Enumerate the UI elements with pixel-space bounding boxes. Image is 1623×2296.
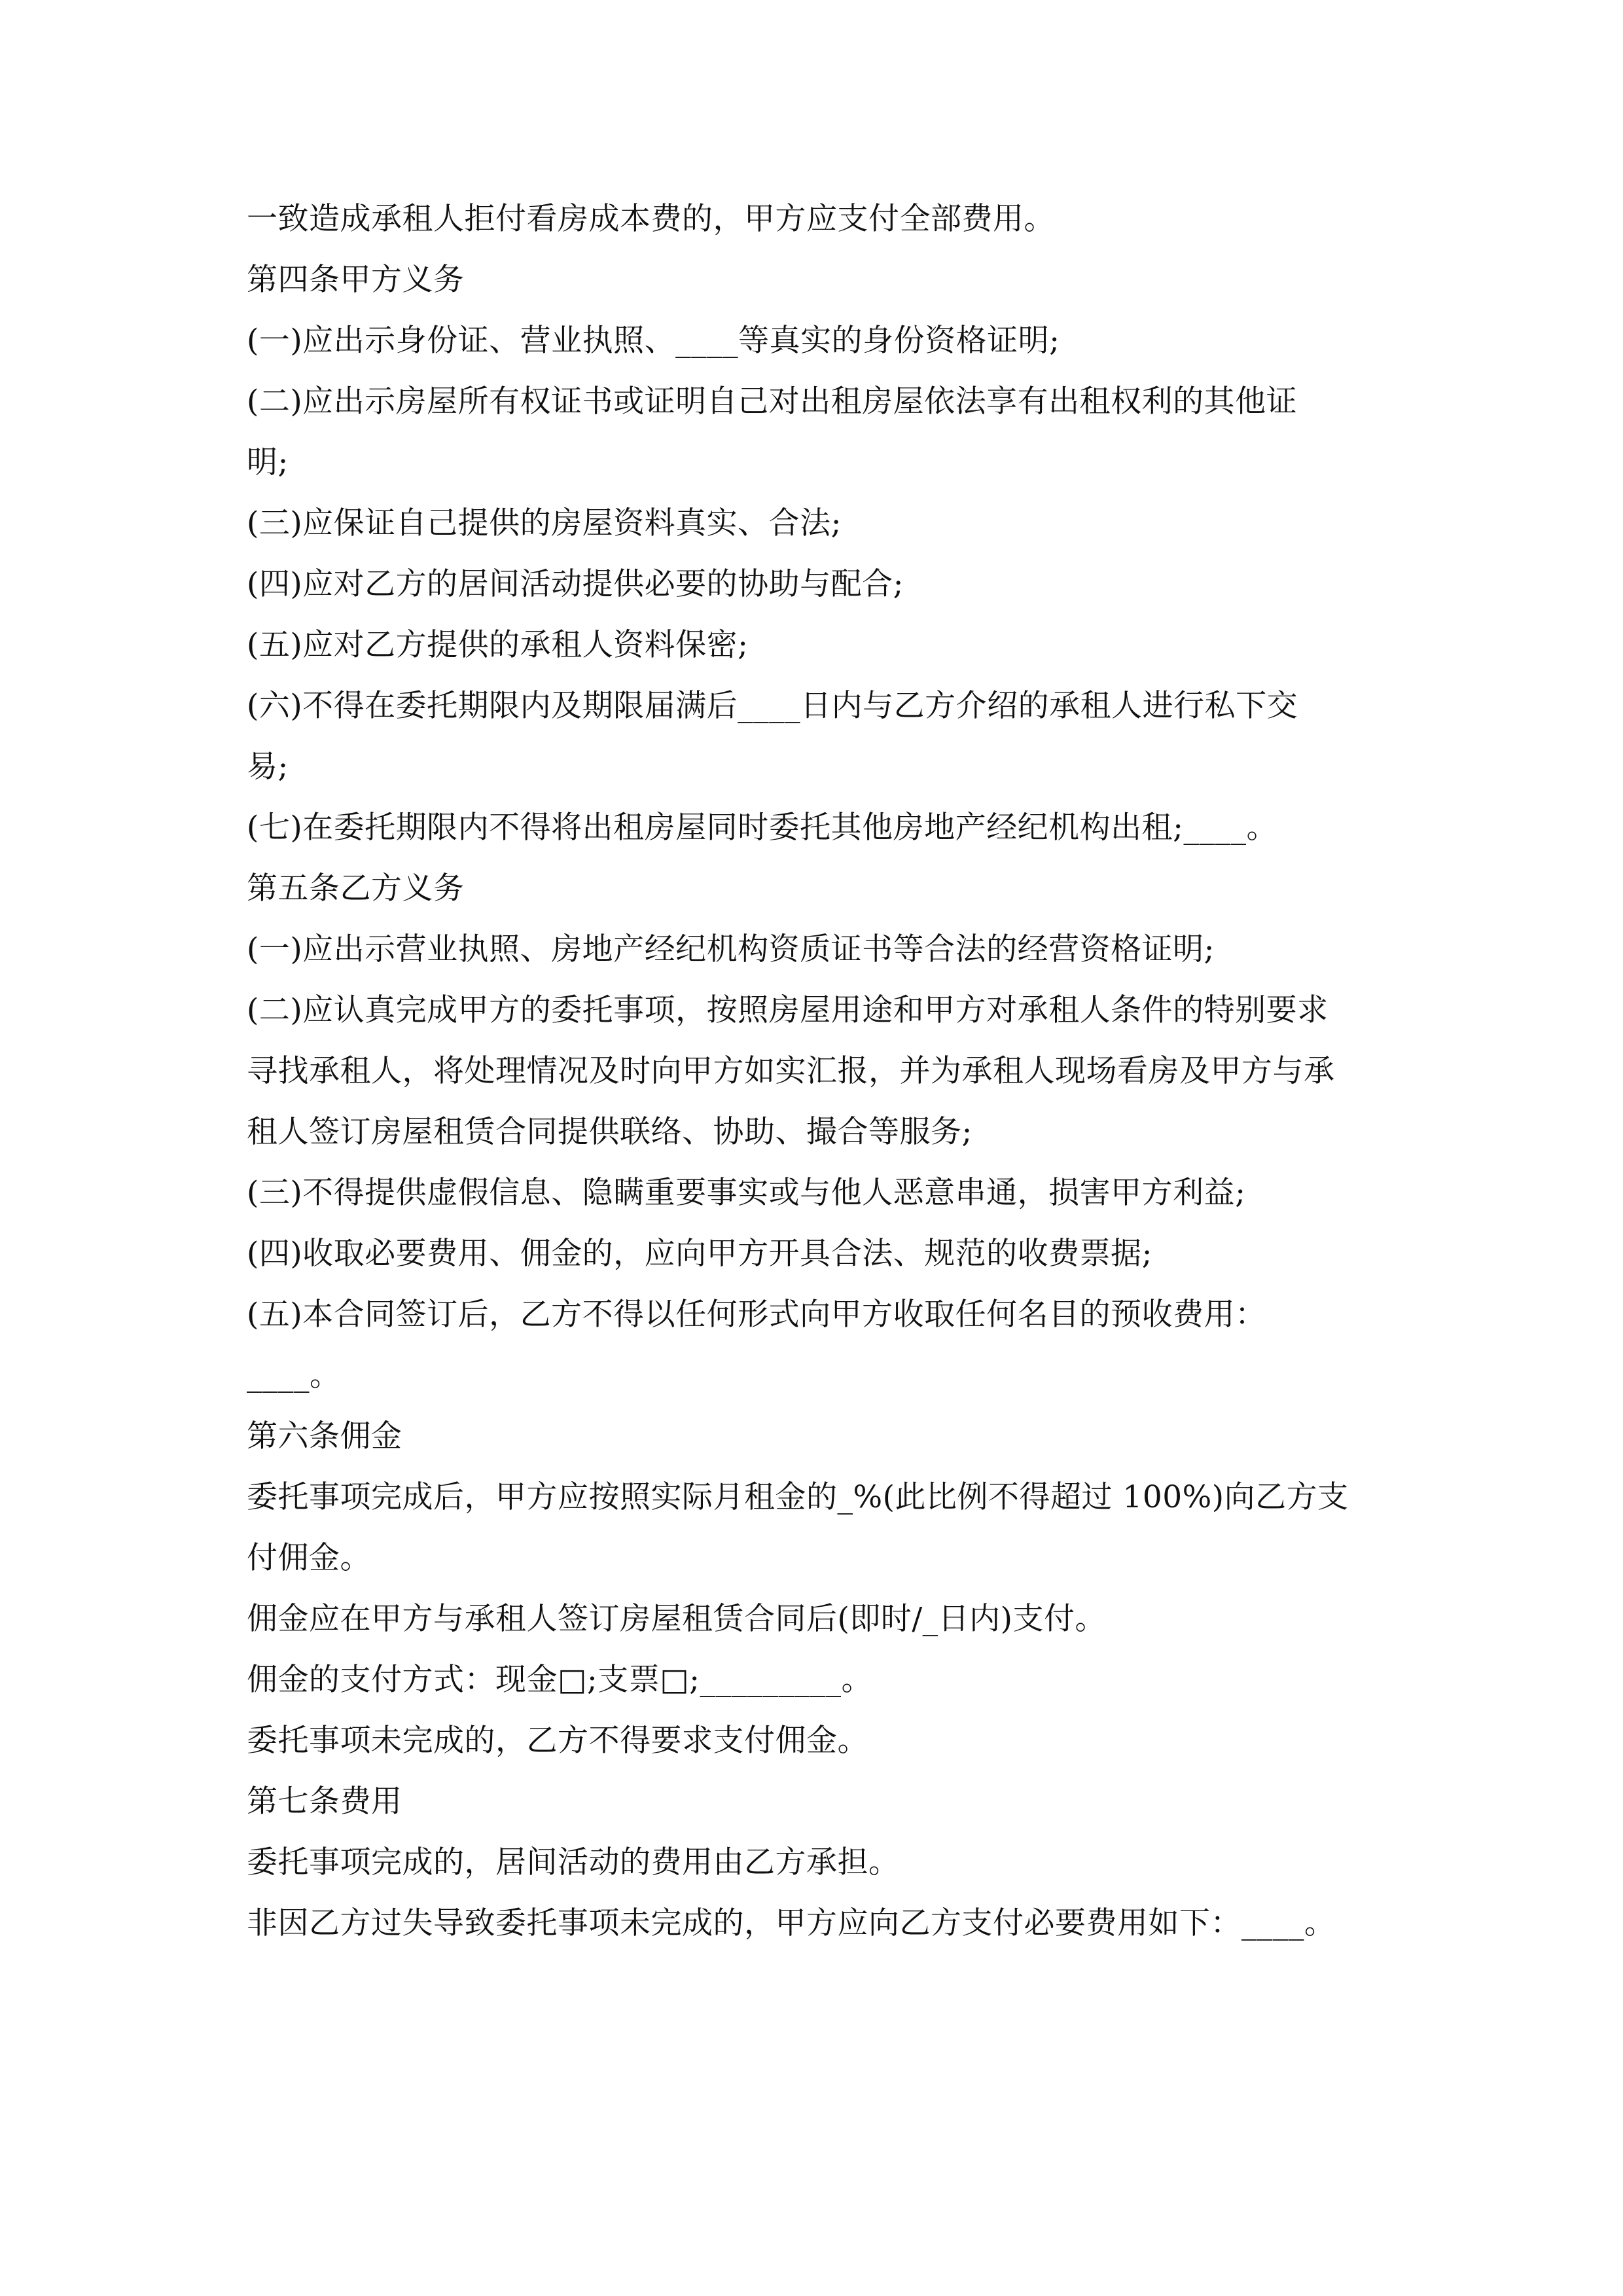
text-line: 寻找承租人，将处理情况及时向甲方如实汇报，并为承租人现场看房及甲方与承 <box>247 1053 1335 1089</box>
text-line: (四)收取必要费用、佣金的，应向甲方开具合法、规范的收费票据; <box>247 1236 1153 1272</box>
text-line: (二)应认真完成甲方的委托事项，按照房屋用途和甲方对承租人条件的特别要求 <box>247 992 1329 1028</box>
text-line: (一)应出示身份证、营业执照、____等真实的身份资格证明; <box>247 323 1060 359</box>
text-line: ____。 <box>247 1357 341 1393</box>
text-line: 明; <box>247 444 289 480</box>
text-line: 佣金应在甲方与承租人签订房屋租赁合同后(即时/_日内)支付。 <box>247 1601 1107 1637</box>
text-line: 委托事项未完成的，乙方不得要求支付佣金。 <box>247 1723 868 1759</box>
text-line: (七)在委托期限内不得将出租房屋同时委托其他房地产经纪机构出租;____。 <box>247 810 1278 846</box>
text-line: (二)应出示房屋所有权证书或证明自己对出租房屋依法享有出租权利的其他证 <box>247 384 1298 420</box>
document-body <box>247 200 1412 1965</box>
text-line: 佣金的支付方式：现金□;支票□;_________。 <box>247 1662 872 1698</box>
text-line: (五)本合同签订后，乙方不得以任何形式向甲方收取任何名目的预收费用： <box>247 1297 1266 1333</box>
text-line: 一致造成承租人拒付看房成本费的，甲方应支付全部费用。 <box>247 201 1055 237</box>
section-heading: 第四条甲方义务 <box>247 262 465 298</box>
section-heading: 第六条佣金 <box>247 1418 402 1454</box>
text-line: 委托事项完成的，居间活动的费用由乙方承担。 <box>247 1844 900 1880</box>
text-line: 易; <box>247 749 289 785</box>
text-line: 委托事项完成后，甲方应按照实际月租金的_%(此比例不得超过 100%)向乙方支 <box>247 1479 1349 1515</box>
text-line: (六)不得在委托期限内及期限届满后____日内与乙方介绍的承租人进行私下交 <box>247 688 1298 724</box>
text-line: 付佣金。 <box>247 1540 371 1576</box>
text-line: (三)应保证自己提供的房屋资料真实、合法; <box>247 505 842 541</box>
text-line: (四)应对乙方的居间活动提供必要的协助与配合; <box>247 566 904 602</box>
text-line: 非因乙方过失导致委托事项未完成的，甲方应向乙方支付必要费用如下：____。 <box>247 1905 1336 1941</box>
text-line: 租人签订房屋租赁合同提供联络、协助、撮合等服务; <box>247 1114 972 1150</box>
text-line: (一)应出示营业执照、房地产经纪机构资质证书等合法的经营资格证明; <box>247 931 1215 967</box>
section-heading: 第五条乙方义务 <box>247 870 465 906</box>
text-line: (三)不得提供虚假信息、隐瞒重要事实或与他人恶意串通，损害甲方利益; <box>247 1175 1246 1211</box>
section-heading: 第七条费用 <box>247 1784 402 1820</box>
text-line: (五)应对乙方提供的承租人资料保密; <box>247 627 749 663</box>
